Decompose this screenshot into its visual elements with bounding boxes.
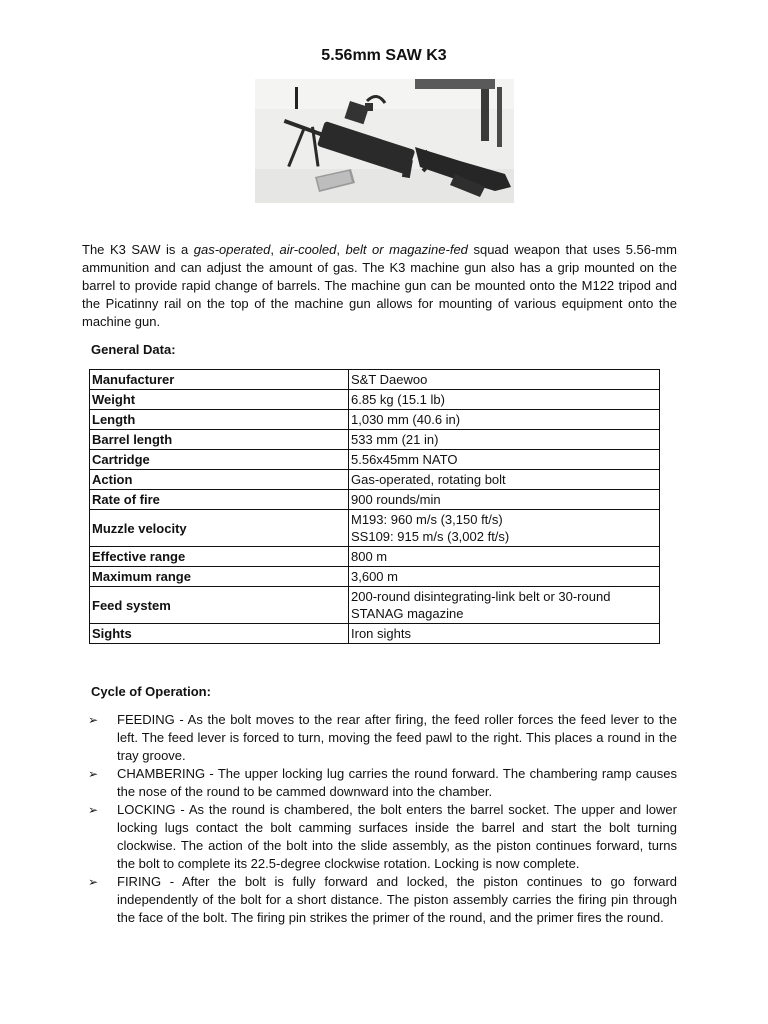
spec-label: Length	[90, 410, 349, 430]
spec-value: 1,030 mm (40.6 in)	[349, 410, 660, 430]
spec-value: 900 rounds/min	[349, 490, 660, 510]
spec-label: Muzzle velocity	[90, 510, 349, 547]
table-row	[90, 370, 660, 390]
table-row	[90, 624, 660, 644]
spec-value: M193: 960 m/s (3,150 ft/s) SS109: 915 m/s (3,002 ft/s)	[349, 510, 660, 547]
spec-label: Weight	[90, 390, 349, 410]
list-item: ➢ LOCKING - As the round is chambered, the bolt enters the barrel socket. The upper and lower locking lugs contact the bolt camming surfaces inside the barrel and start the bolt turning clockwise. The action of the bolt into the slide assembly, as the piston continues forward, turns the bolt to complete its 22.5-degree clockwise rotation. Locking is now complete.	[88, 802, 677, 871]
spec-label: Manufacturer	[90, 370, 349, 390]
table-row	[90, 410, 660, 430]
arrow-bullet-icon: ➢	[88, 767, 99, 781]
spec-value: 3,600 m	[349, 567, 660, 587]
machine-gun-photo	[255, 79, 514, 203]
table-row	[90, 390, 660, 410]
spec-value: 800 m	[349, 547, 660, 567]
spec-value: Iron sights	[349, 624, 660, 644]
spec-value: 5.56x45mm NATO	[349, 450, 660, 470]
arrow-bullet-icon: ➢	[88, 713, 99, 727]
table-row	[90, 510, 660, 547]
spec-label: Cartridge	[90, 450, 349, 470]
table-row	[90, 567, 660, 587]
general-data-heading: General Data:	[91, 342, 176, 357]
list-item: ➢ CHAMBERING - The upper locking lug carries the round forward. The chambering ramp causes the nose of the round to be cammed downward into the chamber.	[88, 766, 677, 799]
spec-value: 6.85 kg (15.1 lb)	[349, 390, 660, 410]
spec-value: 533 mm (21 in)	[349, 430, 660, 450]
spec-label: Effective range	[90, 547, 349, 567]
list-item: ➢ FIRING - After the bolt is fully forward and locked, the piston continues to go forward independently of the bolt for a short distance. The piston assembly carries the firing pin through the face of the bolt. The firing pin strikes the primer of the round, and the primer fires the round.	[88, 874, 677, 925]
table-row	[90, 587, 660, 624]
arrow-bullet-icon: ➢	[88, 875, 99, 889]
table-row	[90, 450, 660, 470]
spec-value: Gas-operated, rotating bolt	[349, 470, 660, 490]
spec-label: Barrel length	[90, 430, 349, 450]
specs-table	[89, 369, 660, 644]
spec-label: Sights	[90, 624, 349, 644]
table-row	[90, 470, 660, 490]
cycle-steps-list	[88, 711, 677, 927]
spec-label: Action	[90, 470, 349, 490]
spec-label: Maximum range	[90, 567, 349, 587]
table-row	[90, 490, 660, 510]
intro-paragraph: The K3 SAW is a gas-operated, air-cooled, belt or magazine-fed squad weapon that uses 5.56-mm ammunition and can adjust the amount of gas. The K3 machine gun also has a grip mounted on the barrel to provide rapid change of barrels. The machine gun can be mounted onto the M122 tripod and the Picatinny rail on the top of the machine gun allows for mounting of various equipment onto the machine gun.	[82, 242, 678, 329]
spec-value: S&T Daewoo	[349, 370, 660, 390]
spec-value: 200-round disintegrating-link belt or 30-round STANAG magazine	[349, 587, 660, 624]
list-item: ➢ FEEDING - As the bolt moves to the rear after firing, the feed roller forces the feed lever to the left. The feed lever is forced to turn, moving the feed pawl to the right. This places a round in the tray groove.	[88, 712, 677, 763]
spec-label: Feed system	[90, 587, 349, 624]
table-row	[90, 547, 660, 567]
arrow-bullet-icon: ➢	[88, 803, 99, 817]
spec-label: Rate of fire	[90, 490, 349, 510]
cycle-of-operation-heading: Cycle of Operation:	[91, 684, 211, 699]
page-title: 5.56mm SAW K3	[321, 47, 447, 64]
table-row	[90, 430, 660, 450]
